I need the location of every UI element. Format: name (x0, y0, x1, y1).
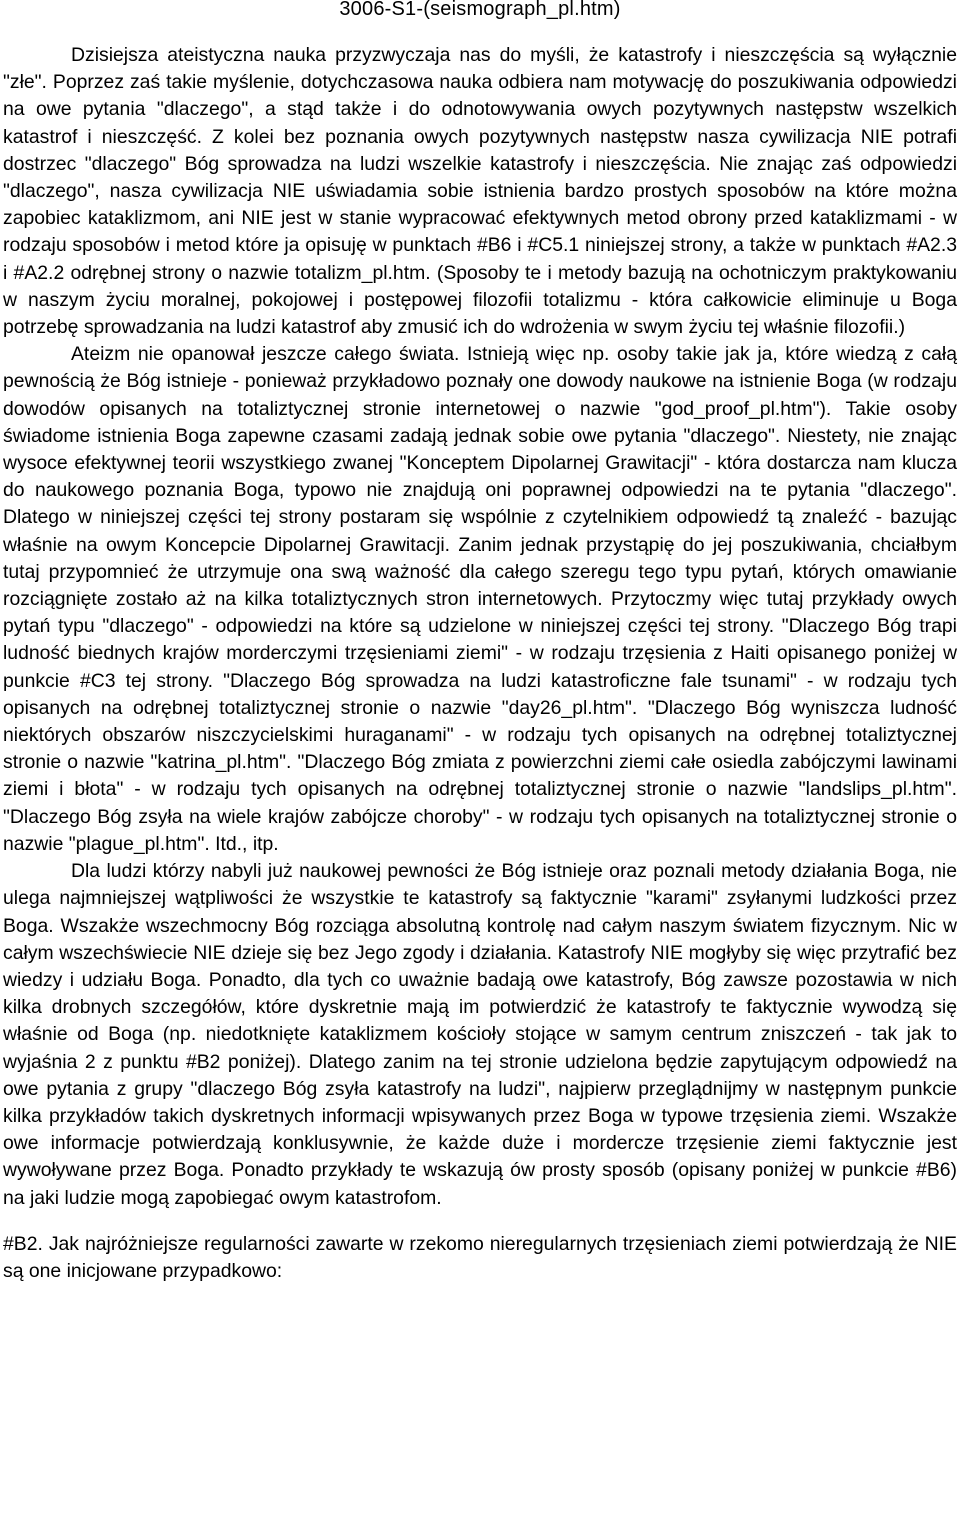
page-filename: 3006-S1-(seismograph_pl.htm) (339, 0, 621, 20)
section-heading-b2: #B2. Jak najróżniejsze regularności zawarte w rzekomo nieregularnych trzęsieniach ziemi potwierdzają że NIE są one inicjowane przypadkowo: (3, 1232, 957, 1282)
paragraph-3: Dla ludzi którzy nabyli już naukowej pewności że Bóg istnieje oraz poznali metody działania Boga, nie ulega najmniejszej wątpliwości że wszystkie te katastrofy są faktycznie "karami" zsyłanymi ludzkości przez Boga. Wszakże wszechmocny Bóg rozciąga absolutną kontrolę nad całym naszym światem fizycznym. Nic w całym wszechświecie NIE dzieje się bez Jego zgody i działania. Katastrofy NIE mogłyby się więc przytrafić bez wiedzy i udziału Boga. Ponadto, dla tych co uważnie badają owe katastrofy, Bóg zawsze pozostawia w nich kilka drobnych szczegółów, które dyskretnie mają im potwierdzić że katastrofy te faktycznie wywodzą się właśnie od Boga (np. niedotknięte kataklizmem kościoły stojące w samym centrum zniszczeń - tak jak to wyjaśnia 2 z punktu #B2 poniżej). Dlatego zanim na tej stronie udzielona będzie zapytującym odpowiedź na owe pytania z grupy "dlaczego Bóg zsyła katastrofy na ludzi", najpierw przeglądnijmy w następnym punkcie kilka przykładów takich dyskretnych informacji wpisywanych przez Boga w typowe trzęsienia ziemi. Wszakże owe informacje potwierdzają konklusywnie, że każde duże i mordercze trzęsienie ziemi faktycznie jest wywoływane przez Boga. Ponadto przykłady te wskazują ów prosty sposób (opisany poniżej w punkcie #B6) na jaki ludzie mogą zapobiegać owym katastrofom. (3, 860, 957, 1209)
document-body (3, 42, 957, 1285)
page-header (0, 0, 960, 28)
paragraph-2: Ateizm nie opanował jeszcze całego świata. Istnieją więc np. osoby takie jak ja, które wiedzą z całą pewnością że Bóg istnieje - ponieważ przykładowo poznały one dowody naukowe na istnienie Boga (w rodzaju dowodów opisanych na totaliztycznej stronie internetowej o nazwie "god_proof_pl.htm"). Takie osoby świadome istnienia Boga zapewne czasami zadają jednak sobie owe pytania "dlaczego". Niestety, nie znając wysoce efektywnej teorii wszystkiego zwanej "Konceptem Dipolarnej Grawitacji" - która dostarcza nam klucza do naukowego poznania Boga, typowo nie znajdują oni poprawnej odpowiedzi na te pytania "dlaczego". Dlatego w niniejszej części tej strony postaram się wspólnie z czytelnikiem odpowiedź tą znaleźć - bazując właśnie na owym Koncepcie Dipolarnej Grawitacji. Zanim jednak przystąpię do jej poszukiwania, chciałbym tutaj przypomnieć że utrzymuje ona swą ważność dla całego szeregu tego typu pytań, których omawianie rozciągnięte zostało aż na kilka totaliztycznych stron internetowych. Przytoczmy więc tutaj przykłady owych pytań typu "dlaczego" - odpowiedzi na które są udzielone w niniejszej części tej strony. "Dlaczego Bóg trapi ludność biednych krajów morderczymi trzęsieniami ziemi" - w rodzaju trzęsienia z Haiti opisanego poniżej w punkcie #C3 tej strony. "Dlaczego Bóg sprowadza na ludzi katastroficzne fale tsunami" - w rodzaju tych opisanych na odrębnej totaliztycznej stronie o nazwie "day26_pl.htm". "Dlaczego Bóg wyniszcza ludność niektórych obszarów niszczycielskimi huraganami" - w rodzaju tych opisanych na odrębnej totaliztycznej stronie o nazwie "katrina_pl.htm". "Dlaczego Bóg zmiata z powierzchni ziemi całe osiedla zabójczymi lawinami ziemi i błota" - w rodzaju tych opisanych na odrębnej totaliztycznej stronie o nazwie "landslips_pl.htm". "Dlaczego Bóg zsyła na wiele krajów zabójcze choroby" - w rodzaju tych opisanych na totaliztycznej stronie o nazwie "plague_pl.htm". Itd., itp. (3, 343, 957, 855)
paragraph-1: Dzisiejsza ateistyczna nauka przyzwyczaja nas do myśli, że katastrofy i nieszczęścia są wyłącznie "złe". Poprzez zaś takie myślenie, dotychczasowa nauka odbiera nam motywację do poszukiwania odpowiedzi na owe pytania "dlaczego", a stąd także i do odnotowywania owych pozytywnych następstw wszelkich katastrof i nieszczęść. Z kolei bez poznania owych pozytywnych następstw nasza cywilizacja NIE potrafi dostrzec "dlaczego" Bóg sprowadza na ludzi wszelkie katastrofy i nieszczęścia. Nie znając zaś odpowiedzi "dlaczego", nasza cywilizacja NIE uświadamia sobie istnienia bardzo prostych sposobów na które można zapobiec kataklizmom, ani NIE jest w stanie wypracować efektywnych metod obrony przed kataklizmami - w rodzaju sposobów i metod które ja opisuję w punktach #B6 i #C5.1 niniejszej strony, a także w punktach #A2.3 i #A2.2 odrębnej strony o nazwie totalizm_pl.htm. (Sposoby te i metody bazują na ochotniczym praktykowaniu w naszym życiu moralnej, pokojowej i postępowej filozofii totalizmu - która całkowicie eliminuje u Boga potrzebę sprowadzania na ludzi katastrof aby zmusić ich do wdrożenia w swym życiu tej właśnie filozofii.) (3, 44, 957, 339)
